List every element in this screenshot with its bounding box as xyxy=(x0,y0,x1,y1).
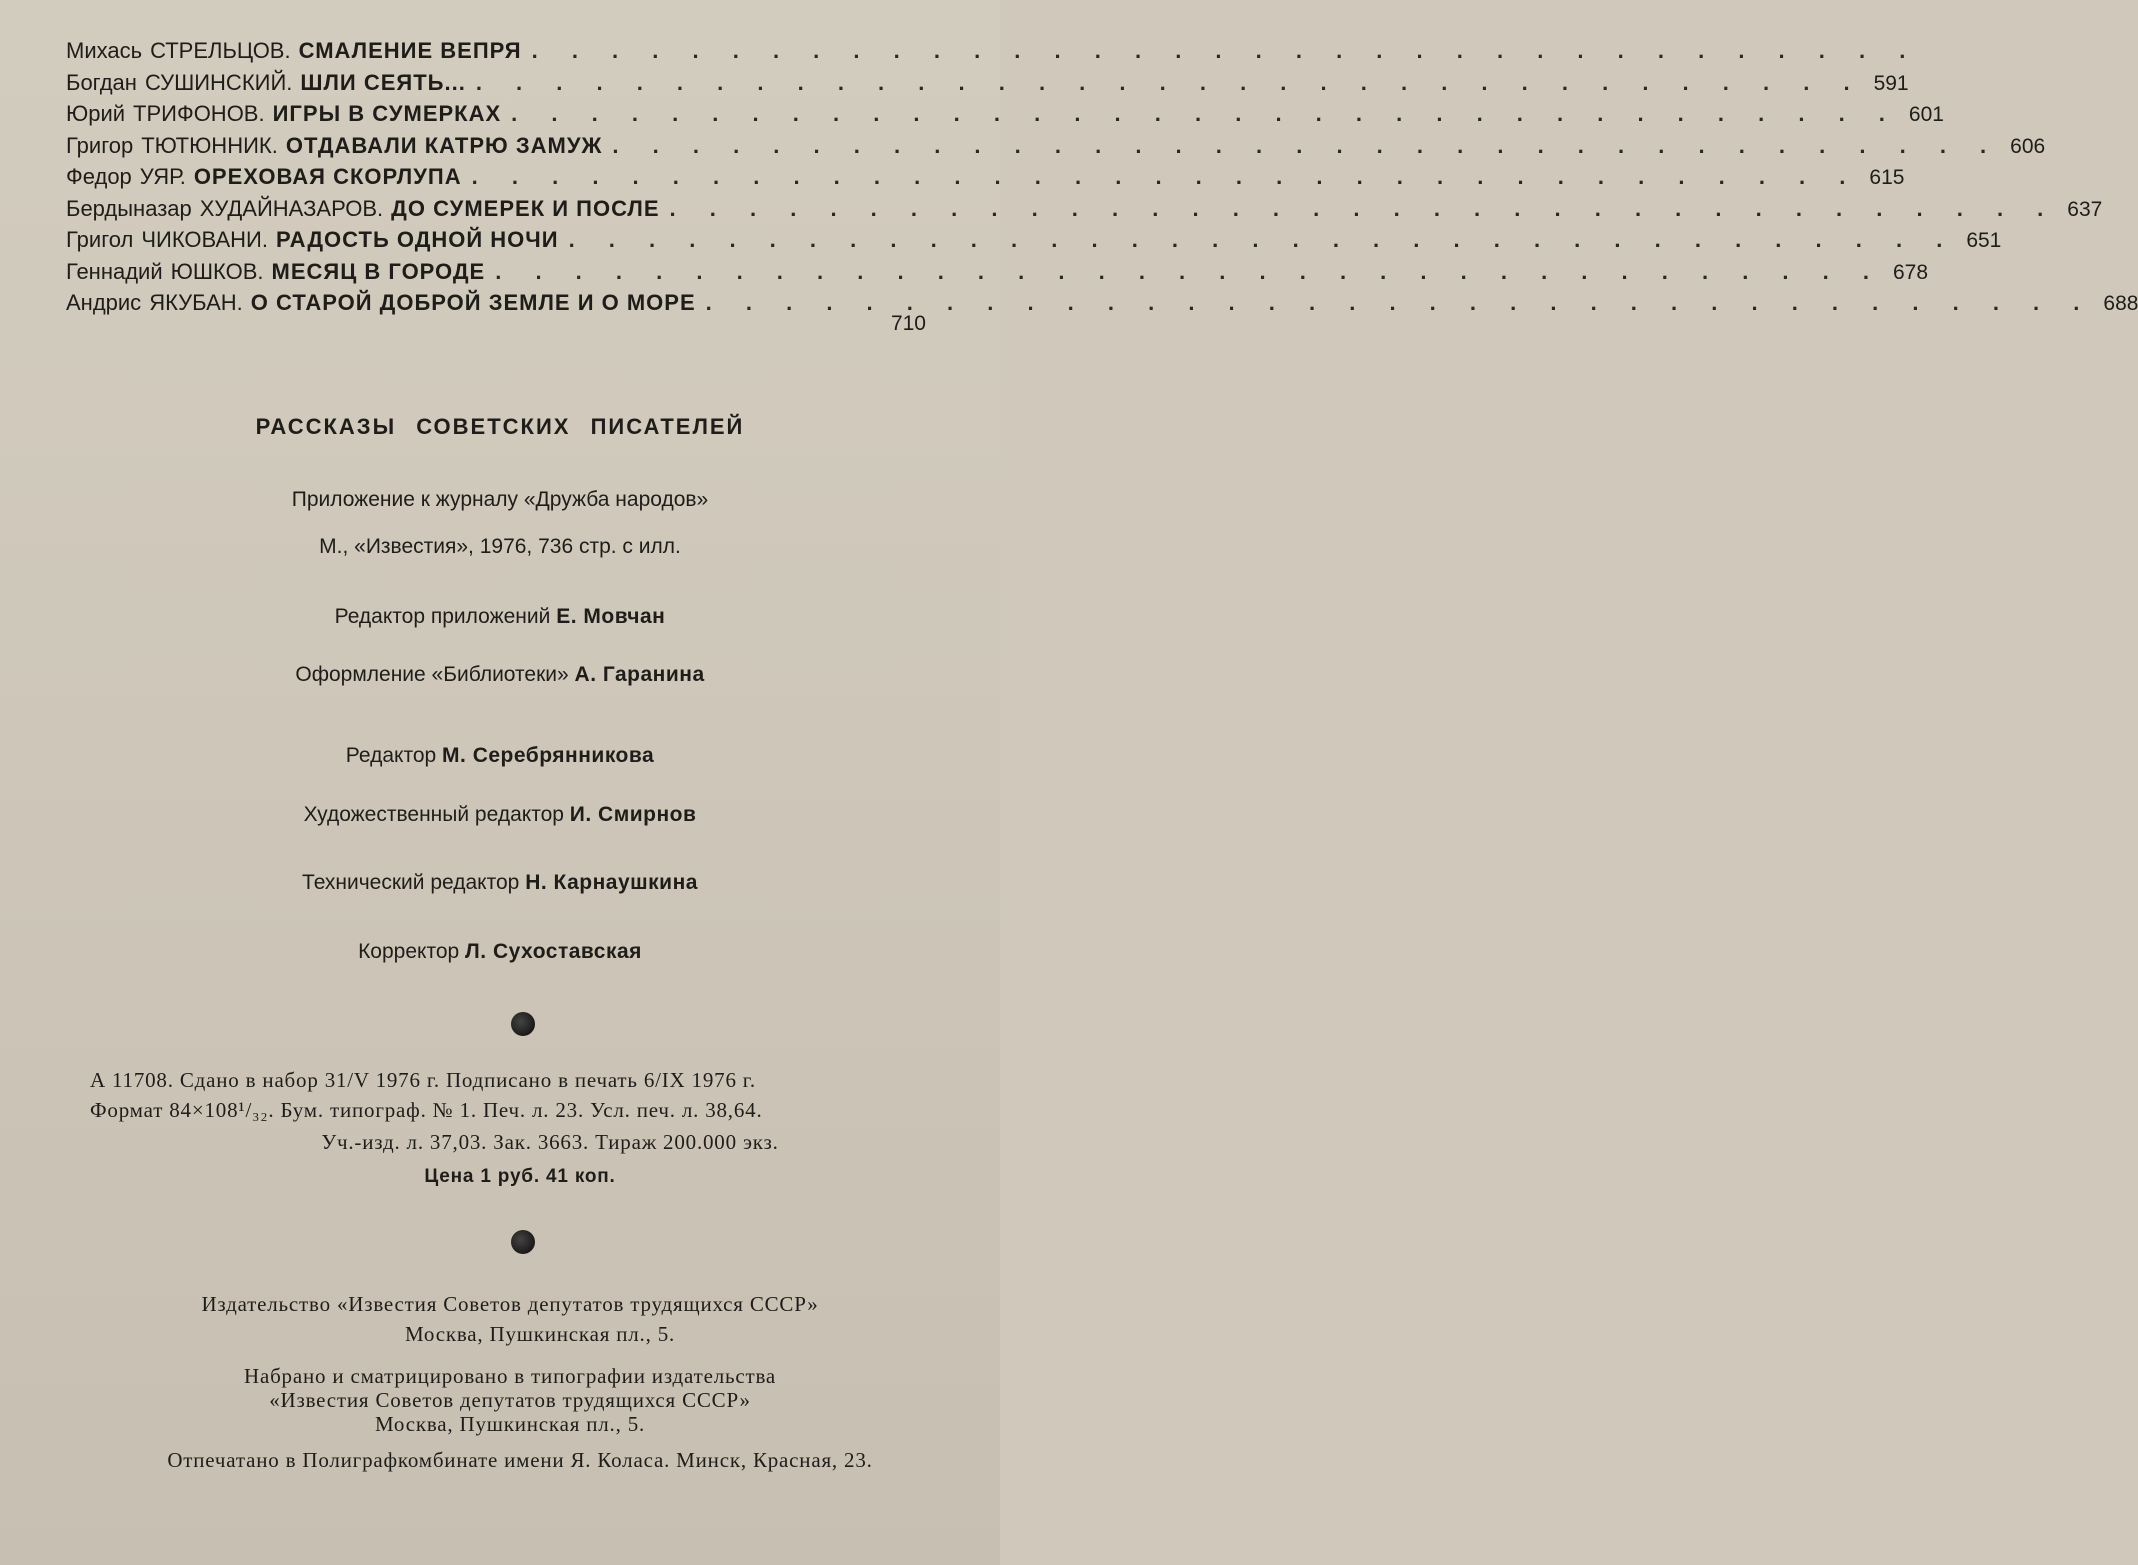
credit-name: Е. Мовчан xyxy=(556,605,666,628)
toc-entry xyxy=(66,227,2002,259)
price-line: Цена 1 руб. 41 коп. xyxy=(424,1166,616,1187)
leader-dots: . . . . . . . . . . . . . . . . . . . . . . . . . . . . . . . . . . . xyxy=(612,132,2001,158)
printed-line: Отпечатано в Полиграфкомбинате имени Я. Коласа. Минск, Красная, 23. xyxy=(167,1448,873,1472)
typeset-line: «Известия Советов депутатов трудящихся СССР» xyxy=(269,1388,751,1412)
credit-name: Л. Сухоставская xyxy=(465,940,642,963)
publication-line: М., «Известия», 1976, 736 стр. с илл. xyxy=(319,535,681,558)
credit-line xyxy=(0,663,1000,687)
toc-entry xyxy=(66,38,1920,70)
story-title: ОТДАВАЛИ КАТРЮ ЗАМУЖ xyxy=(285,132,603,158)
author-last-name: СТРЕЛЬЦОВ. xyxy=(150,38,291,63)
credit-line xyxy=(0,803,1000,827)
supplement-line: Приложение к журналу «Дружба народов» xyxy=(291,488,709,511)
toc-entry xyxy=(66,132,2046,165)
page-number: 615 xyxy=(1869,166,1905,189)
story-title: ИГРЫ В СУМЕРКАХ xyxy=(272,101,502,126)
leader-dots: . . . . . . . . . . . . . . . . . . . . . . . . . . . . . . . . . . . xyxy=(568,227,1957,252)
author-last-name: ЧИКОВАНИ. xyxy=(141,227,268,252)
author-first-name: Андрис xyxy=(66,290,142,315)
credit-role: Технический редактор xyxy=(302,871,520,894)
author-first-name: Богдан xyxy=(66,69,137,95)
table-of-contents xyxy=(66,38,2138,342)
page-number: 678 xyxy=(1892,260,1929,284)
credit-name: А. Гаранина xyxy=(574,663,705,686)
toc-entry xyxy=(66,101,1944,133)
author-last-name: СУШИНСКИЙ. xyxy=(144,69,293,95)
leader-dots: . . . . . . . . . . . . . . . . . . . . . . . . . . . . . . . . . . . xyxy=(531,38,1920,63)
toc-entry xyxy=(66,195,2103,228)
credit-line xyxy=(0,940,1000,964)
author-last-name: ТЮТЮННИК. xyxy=(141,132,278,158)
author-last-name: ЯКУБАН. xyxy=(149,290,243,315)
bullet-ornament xyxy=(511,1012,535,1036)
toc-entry xyxy=(66,164,1905,196)
story-title: СМАЛЕНИЕ ВЕПРЯ xyxy=(298,38,522,63)
page-number: 606 xyxy=(2010,134,2046,158)
page-number: 651 xyxy=(1966,229,2002,252)
story-title: ШЛИ СЕЯТЬ... xyxy=(300,69,466,95)
story-title: ОРЕХОВАЯ СКОРЛУПА xyxy=(193,164,462,189)
page-number: 591 xyxy=(1873,71,1909,95)
author-last-name: УЯР. xyxy=(139,164,186,189)
credit-role: Редактор xyxy=(345,744,437,767)
author-last-name: ХУДАЙНАЗАРОВ. xyxy=(199,195,384,221)
publisher-line: Издательство «Известия Советов депутатов трудящихся СССР» xyxy=(201,1292,819,1316)
leader-dots: . . . . . . . . . . . . . . . . . . . . . . . . . . . . . . . . . . . xyxy=(511,101,1899,126)
author-first-name: Федор xyxy=(66,164,132,189)
story-title: О СТАРОЙ ДОБРОЙ ЗЕМЛЕ И О МОРЕ xyxy=(250,290,696,315)
author-first-name: Бердыназар xyxy=(66,195,192,221)
leader-dots: . . . . . . . . . . . . . . . . . . . . . . . . . . . . . . . . . . . xyxy=(705,290,2094,315)
story-title: ДО СУМЕРЕК И ПОСЛЕ xyxy=(391,195,660,221)
publisher-address: Москва, Пушкинская пл., 5. xyxy=(404,1322,676,1346)
typeset-address: Москва, Пушкинская пл., 5. xyxy=(374,1412,646,1436)
page-number: 688 xyxy=(2103,292,2138,315)
typeset-line: Набрано и сматрицировано в типографии издательства xyxy=(243,1364,777,1388)
author-first-name: Михась xyxy=(66,38,143,63)
leader-dots: . . . . . . . . . . . . . . . . . . . . . . . . . . . . . . . . . . . xyxy=(475,69,1864,95)
author-first-name: Григор xyxy=(66,132,134,158)
toc-entry xyxy=(66,69,1909,102)
credit-line xyxy=(0,871,1000,895)
toc-entry xyxy=(66,258,1929,291)
author-last-name: ТРИФОНОВ. xyxy=(133,101,265,126)
story-title: РАДОСТЬ ОДНОЙ НОЧИ xyxy=(275,227,559,252)
toc-entry xyxy=(66,290,2138,322)
imprint-line: Формат 84×108¹/₃₂. Бум. типограф. № 1. Печ. л. 23. Усл. печ. л. 38,64. xyxy=(90,1098,763,1122)
credit-name: И. Смирнов xyxy=(569,803,697,826)
author-last-name: ЮШКОВ. xyxy=(170,258,264,284)
imprint-line: Уч.-изд. л. 37,03. Зак. 3663. Тираж 200.000 экз. xyxy=(321,1130,779,1154)
credit-line xyxy=(0,744,1000,768)
leader-dots: . . . . . . . . . . . . . . . . . . . . . . . . . . . . . . . . . . . xyxy=(471,164,1860,189)
credit-name: Н. Карнаушкина xyxy=(525,871,698,894)
credit-line xyxy=(0,605,1000,629)
toc-trailing-page-row xyxy=(66,311,926,342)
bullet-ornament xyxy=(511,1230,535,1254)
leader-dots: . . . . . . . . . . . . . . . . . . . . . . . . . . . . . . . . . . . xyxy=(669,195,2058,221)
credit-role: Оформление «Библиотеки» xyxy=(295,663,569,686)
author-first-name: Юрий xyxy=(66,101,126,126)
page-number: 710 xyxy=(890,311,926,335)
page-number: 637 xyxy=(2067,197,2103,221)
credit-role: Корректор xyxy=(358,940,460,963)
page-number: 601 xyxy=(1908,103,1944,126)
credit-name: М. Серебрянникова xyxy=(442,744,655,767)
author-first-name: Геннадий xyxy=(66,258,163,284)
imprint-line: А 11708. Сдано в набор 31/V 1976 г. Подписано в печать 6/IX 1976 г. xyxy=(90,1068,756,1092)
credit-role: Художественный редактор xyxy=(303,803,564,826)
author-first-name: Григол xyxy=(66,227,134,252)
credit-role: Редактор приложений xyxy=(334,605,551,628)
book-title: РАССКАЗЫ СОВЕТСКИХ ПИСАТЕЛЕЙ xyxy=(255,414,745,439)
leader-dots: . . . . . . . . . . . . . . . . . . . . . . . . . . . . . . . . . . . xyxy=(495,258,1883,284)
story-title: МЕСЯЦ В ГОРОДЕ xyxy=(271,258,486,284)
